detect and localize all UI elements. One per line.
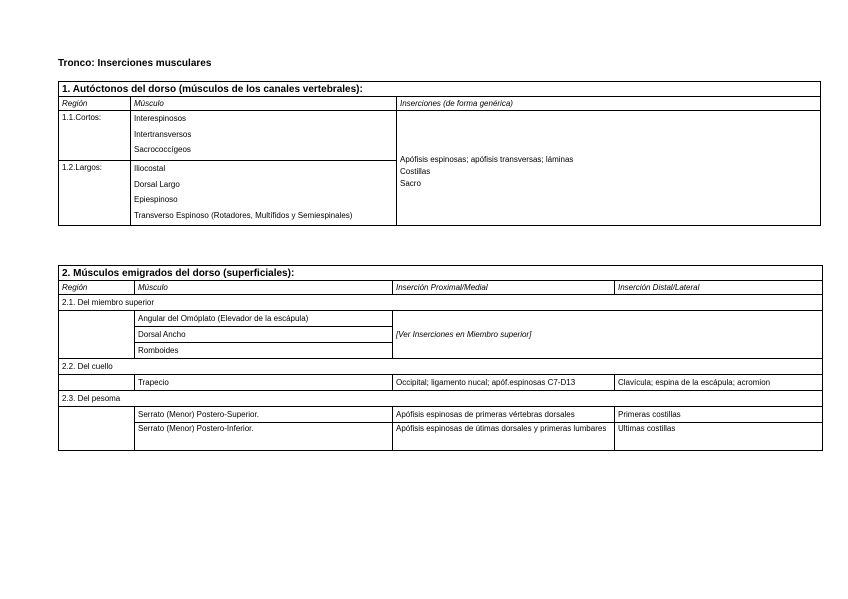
header-region: Región bbox=[59, 281, 135, 295]
document-title: Tronco: Inserciones musculares bbox=[58, 58, 212, 69]
muscles-cortos bbox=[131, 111, 397, 161]
muscle-item: Iliocostal bbox=[134, 164, 166, 173]
muscle-item: Intertransversos bbox=[134, 129, 192, 139]
muscle-item: Interespinosos bbox=[134, 114, 187, 123]
distal-serrato-inferior: Ultimas costillas bbox=[615, 423, 823, 451]
region-blank bbox=[59, 375, 135, 391]
header-region: Región bbox=[59, 97, 131, 111]
distal-serrato-superior: Primeras costillas bbox=[615, 407, 823, 423]
proximal-ref: [Ver Inserciones en Miembro superior] bbox=[393, 311, 823, 359]
header-proximal: Inserción Proximal/Medial bbox=[393, 281, 615, 295]
insertion-item: Apófisis espinosas; apófisis transversas; láminas bbox=[400, 155, 574, 164]
distal-trapecio: Clavícula; espina de la escápula; acromion bbox=[615, 375, 823, 391]
table-autoctonos bbox=[58, 81, 821, 226]
muscle-serrato-inferior: Serrato (Menor) Postero-Inferior. bbox=[135, 423, 393, 451]
header-muscle: Músculo bbox=[135, 281, 393, 295]
section-cuello: 2.2. Del cuello bbox=[59, 359, 823, 375]
table1-title: 1. Autóctonos del dorso (músculos de los canales vertebrales): bbox=[59, 82, 821, 97]
muscles-largos bbox=[131, 161, 397, 226]
region-cortos: 1.1.Cortos: bbox=[59, 111, 131, 161]
muscle-angular: Angular del Omóplato (Elevador de la escápula) bbox=[135, 311, 393, 327]
proximal-trapecio: Occipital; ligamento nucal; apóf.espinosas C7-D13 bbox=[393, 375, 615, 391]
muscle-dorsal-ancho: Dorsal Ancho bbox=[135, 327, 393, 343]
section-pesoma: 2.3. Del pesoma bbox=[59, 391, 823, 407]
muscle-item: Transverso Espinoso (Rotadores, Multífidos y Semiespinales) bbox=[134, 210, 353, 220]
proximal-serrato-superior: Apófisis espinosas de primeras vértebras dorsales bbox=[393, 407, 615, 423]
region-blank bbox=[59, 311, 135, 359]
insertion-item: Sacro bbox=[400, 179, 421, 188]
insertion-item: Costillas bbox=[400, 167, 431, 176]
muscle-trapecio: Trapecio bbox=[135, 375, 393, 391]
region-largos: 1.2.Largos: bbox=[59, 161, 131, 226]
muscle-serrato-superior: Serrato (Menor) Postero-Superior. bbox=[135, 407, 393, 423]
insertions-generic bbox=[397, 111, 821, 226]
section-miembro-superior: 2.1. Del miembro superior bbox=[59, 295, 823, 311]
proximal-serrato-inferior: Apófisis espinosas de útimas dorsales y primeras lumbares bbox=[393, 423, 615, 451]
header-muscle: Músculo bbox=[131, 97, 397, 111]
muscle-item: Dorsal Largo bbox=[134, 179, 180, 189]
table-emigrados bbox=[58, 265, 823, 451]
header-insertions: Inserciones (de forma genérica) bbox=[397, 97, 821, 111]
region-blank bbox=[59, 407, 135, 451]
header-distal: Inserción Distal/Lateral bbox=[615, 281, 823, 295]
muscle-romboides: Romboides bbox=[135, 343, 393, 359]
muscle-item: Epiespinoso bbox=[134, 195, 178, 204]
muscle-item: Sacrococcígeos bbox=[134, 145, 191, 154]
table2-title: 2. Músculos emigrados del dorso (superficiales): bbox=[59, 266, 823, 281]
